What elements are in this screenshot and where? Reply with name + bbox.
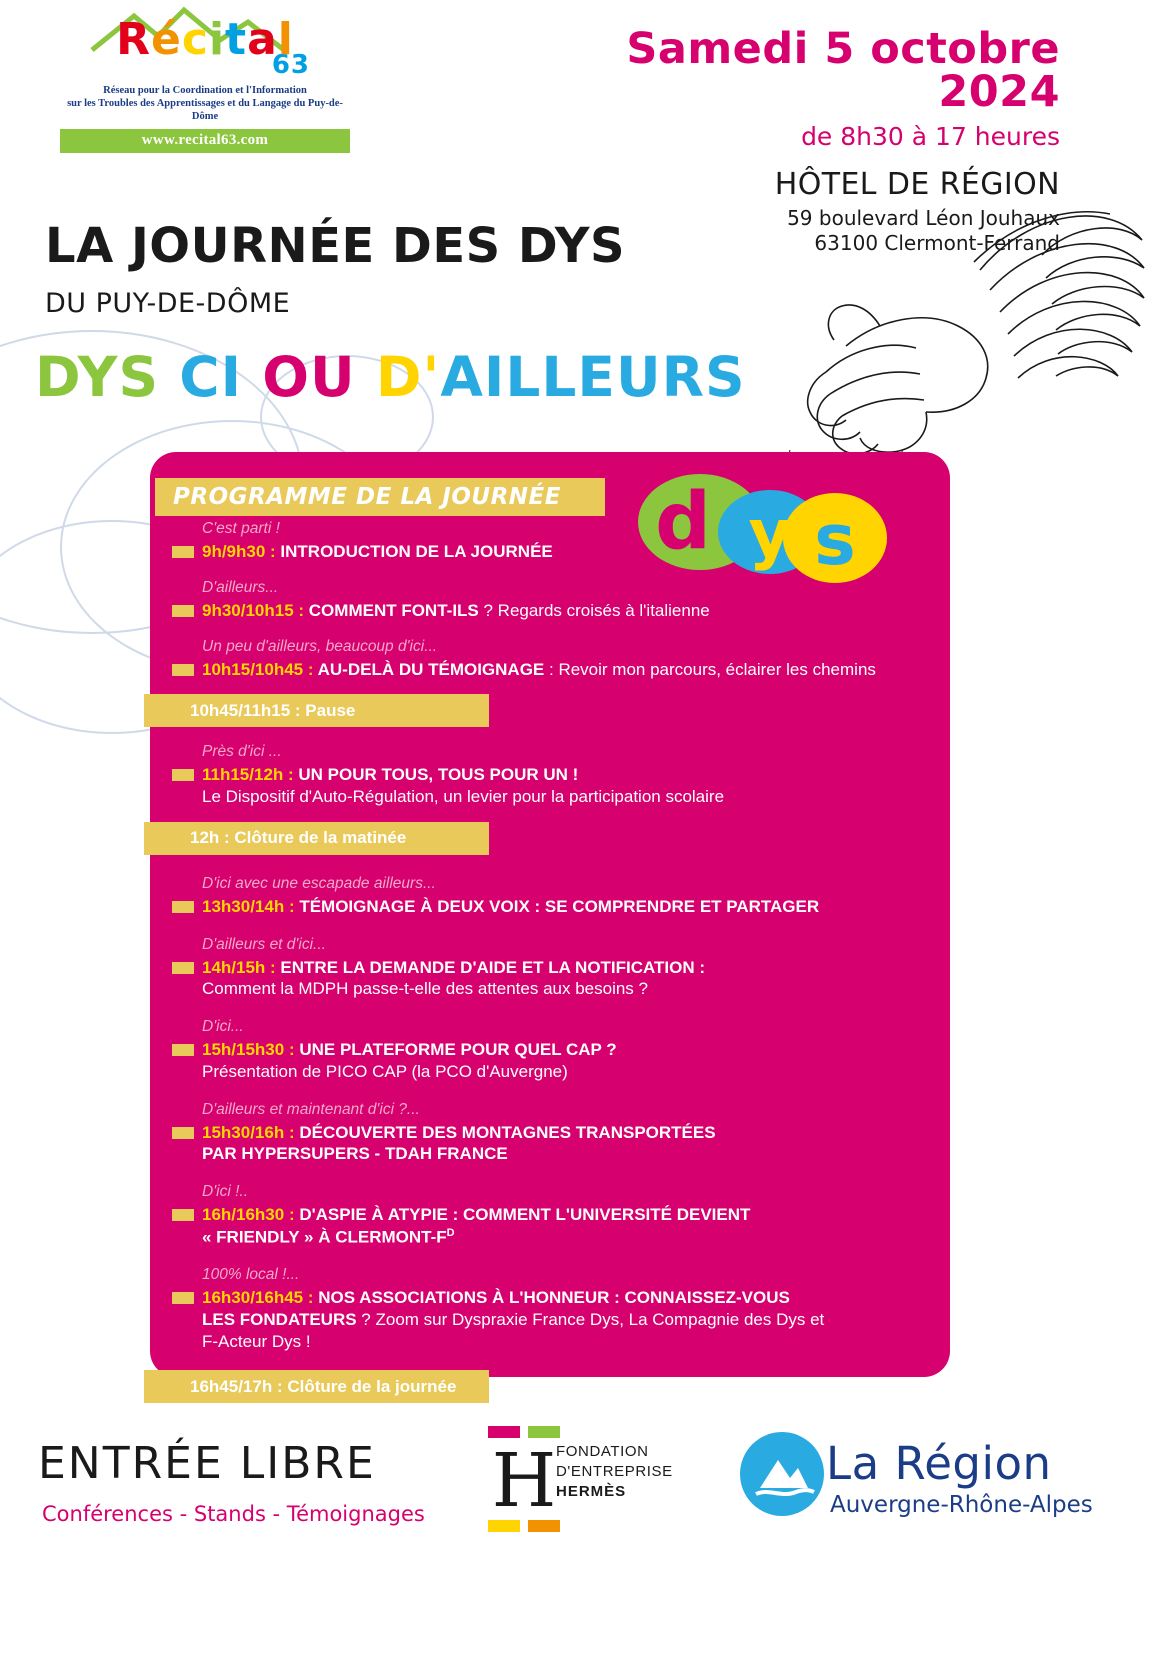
item-second-line: Le Dispositif d'Auto-Régulation, un levier pour la participation scolaire xyxy=(202,787,725,806)
logo-letter: é xyxy=(151,14,182,65)
item-kicker: C'est parti ! xyxy=(202,520,280,537)
programme-header-label: PROGRAMME DE LA JOURNÉE xyxy=(173,484,561,510)
slogan-word-3: OU xyxy=(262,345,356,409)
logo-number: 63 xyxy=(271,50,310,80)
logo-letter: l xyxy=(277,14,294,65)
hermes-line3: HERMÈS xyxy=(556,1482,627,1500)
bullet-icon xyxy=(172,901,194,913)
item-rest: ? Regards croisés à l'italienne xyxy=(478,600,710,620)
slogan xyxy=(35,345,746,409)
item-third-line: F-Acteur Dys ! xyxy=(202,1331,311,1351)
item-kicker: D'ailleurs et d'ici... xyxy=(202,935,326,953)
bullet-icon xyxy=(172,769,194,781)
event-date: Samedi 5 octobre 2024 xyxy=(626,24,1060,117)
item-kicker: D'ailleurs... xyxy=(202,578,279,596)
item-time: 16h30/16h45 : xyxy=(202,1288,319,1308)
bullet-icon xyxy=(172,1127,194,1139)
item-time: 9h30/10h15 : xyxy=(202,600,309,620)
item-title: AU-DELÀ DU TÉMOIGNAGE xyxy=(317,659,545,679)
programme-item xyxy=(172,579,942,622)
item-time: 10h15/10h45 : xyxy=(202,659,318,679)
bullet-icon xyxy=(172,546,194,558)
hermes-line2: D'ENTREPRISE xyxy=(556,1462,673,1480)
item-kicker: Près d'ici ... xyxy=(202,743,282,761)
logo-wordmark xyxy=(60,14,350,80)
event-hours: de 8h30 à 17 heures xyxy=(801,122,1060,151)
slogan-word-1: DYS xyxy=(35,345,160,409)
item-second-line: Présentation de PICO CAP (la PCO d'Auvergne) xyxy=(202,1061,568,1081)
item-kicker: D'ici !.. xyxy=(202,1183,249,1200)
slogan-word-5: AILLEURS xyxy=(440,345,746,409)
logo-letter: t xyxy=(225,14,248,65)
item-time: 16h/16h30 : xyxy=(202,1205,300,1224)
svg-text:y: y xyxy=(748,495,792,572)
bullet-icon xyxy=(172,962,194,974)
item-title: INTRODUCTION DE LA JOURNÉE xyxy=(280,542,553,561)
item-time: 11h15/12h : xyxy=(202,765,299,785)
event-address-line2: 63100 Clermont-Ferrand xyxy=(814,231,1060,255)
programme-item xyxy=(172,936,942,1001)
item-second-line-text: « FRIENDLY » À CLERMONT-F xyxy=(202,1227,447,1247)
programme-header xyxy=(155,478,605,516)
item-title: DÉCOUVERTE DES MONTAGNES TRANSPORTÉES xyxy=(299,1122,716,1142)
pause-banner: 10h45/11h15 : Pause xyxy=(144,694,489,727)
slogan-word-2: CI xyxy=(179,345,243,409)
recital63-logo xyxy=(60,14,350,153)
cloture-journee-banner: 16h45/17h : Clôture de la journée xyxy=(144,1370,489,1403)
item-second-line: Comment la MDPH passe-t-elle des attentes aux besoins ? xyxy=(202,979,648,999)
slogan-word-4: D' xyxy=(375,345,441,409)
item-title: D'ASPIE À ATYPIE : COMMENT L'UNIVERSITÉ DEVIENT xyxy=(299,1205,751,1224)
item-time: 14h/15h : xyxy=(202,957,281,977)
item-title: TÉMOIGNAGE À DEUX VOIX : SE COMPRENDRE ET PARTAGER xyxy=(299,896,820,916)
item-second-line: PAR HYPERSUPERS - TDAH FRANCE xyxy=(202,1144,508,1164)
logo-letter: a xyxy=(247,14,278,65)
cloture-matinee-banner: 12h : Clôture de la matinée xyxy=(144,822,489,855)
logo-letter: i xyxy=(208,14,226,65)
item-time: 15h30/16h : xyxy=(202,1122,300,1142)
item-title: COMMENT FONT-ILS xyxy=(308,600,479,620)
item-title: ENTRE LA DEMANDE D'AIDE ET LA NOTIFICATION : xyxy=(280,957,706,977)
programme-item xyxy=(172,875,942,918)
item-second-line xyxy=(202,1226,942,1248)
programme-item xyxy=(172,1018,942,1083)
logo-subtitle xyxy=(60,84,350,123)
item-title: UN POUR TOUS, TOUS POUR UN ! xyxy=(298,765,579,785)
item-rest: : Revoir mon parcours, éclairer les chemins xyxy=(544,659,876,679)
logo-letter: c xyxy=(181,14,209,65)
logo-subtitle-line1: Réseau pour la Coordination et l'Information xyxy=(103,85,307,96)
svg-text:d: d xyxy=(655,477,711,567)
free-entry-label: ENTRÉE LIBRE xyxy=(38,1438,376,1489)
item-title: NOS ASSOCIATIONS À L'HONNEUR : CONNAISSEZ-VOUS xyxy=(318,1288,790,1308)
item-kicker: 100% local !... xyxy=(202,1266,300,1284)
programme-item xyxy=(172,743,942,808)
item-time: 13h30/14h : xyxy=(202,896,300,916)
item-kicker: D'ici avec une escapade ailleurs... xyxy=(202,874,436,892)
item-title: UNE PLATEFORME POUR QUEL CAP ? xyxy=(299,1040,617,1059)
website-url[interactable]: www.recital63.com xyxy=(60,129,350,153)
programme-item xyxy=(172,1183,942,1248)
item-second-line-strong: LES FONDATEURS xyxy=(202,1309,357,1329)
item-second-line-sup: D xyxy=(446,1226,455,1239)
svg-text:H: H xyxy=(491,1438,557,1524)
region-name: La Région xyxy=(826,1437,1052,1490)
svg-text:s: s xyxy=(814,499,856,581)
bullet-icon xyxy=(172,664,194,676)
hermes-line1: FONDATION xyxy=(556,1443,649,1460)
item-kicker: D'ici... xyxy=(202,1018,244,1035)
item-time: 15h/15h30 : xyxy=(202,1040,300,1059)
item-second-line xyxy=(202,1309,942,1331)
hermes-text xyxy=(556,1442,673,1501)
programme-item xyxy=(172,638,942,681)
event-address-line1: 59 boulevard Léon Jouhaux xyxy=(787,206,1060,230)
page-subtitle: DU PUY-DE-DÔME xyxy=(45,288,291,319)
region-sublabel: Auvergne-Rhône-Alpes xyxy=(830,1492,1093,1518)
item-time: 9h/9h30 : xyxy=(202,542,281,561)
item-kicker: D'ailleurs et maintenant d'ici ?... xyxy=(202,1100,420,1118)
programme-list xyxy=(172,520,942,1417)
programme-item xyxy=(172,1266,942,1352)
bullet-icon xyxy=(172,605,194,617)
bullet-icon xyxy=(172,1209,194,1221)
logo-subtitle-line2: sur les Troubles des Apprentissages et du Langage du Puy-de-Dôme xyxy=(67,98,343,123)
programme-item xyxy=(172,520,942,563)
programme-item xyxy=(172,1101,942,1166)
bullet-icon xyxy=(172,1044,194,1056)
page-title: LA JOURNÉE DES DYS xyxy=(45,218,626,274)
event-venue: HÔTEL DE RÉGION xyxy=(774,167,1060,202)
item-kicker: Un peu d'ailleurs, beaucoup d'ici... xyxy=(202,637,438,655)
item-second-line-text: ? Zoom sur Dyspraxie France Dys, La Compagnie des Dys et xyxy=(356,1309,825,1329)
bullet-icon xyxy=(172,1292,194,1304)
logo-letter: R xyxy=(116,14,151,65)
free-entry-sublabel: Conférences - Stands - Témoignages xyxy=(42,1502,425,1526)
